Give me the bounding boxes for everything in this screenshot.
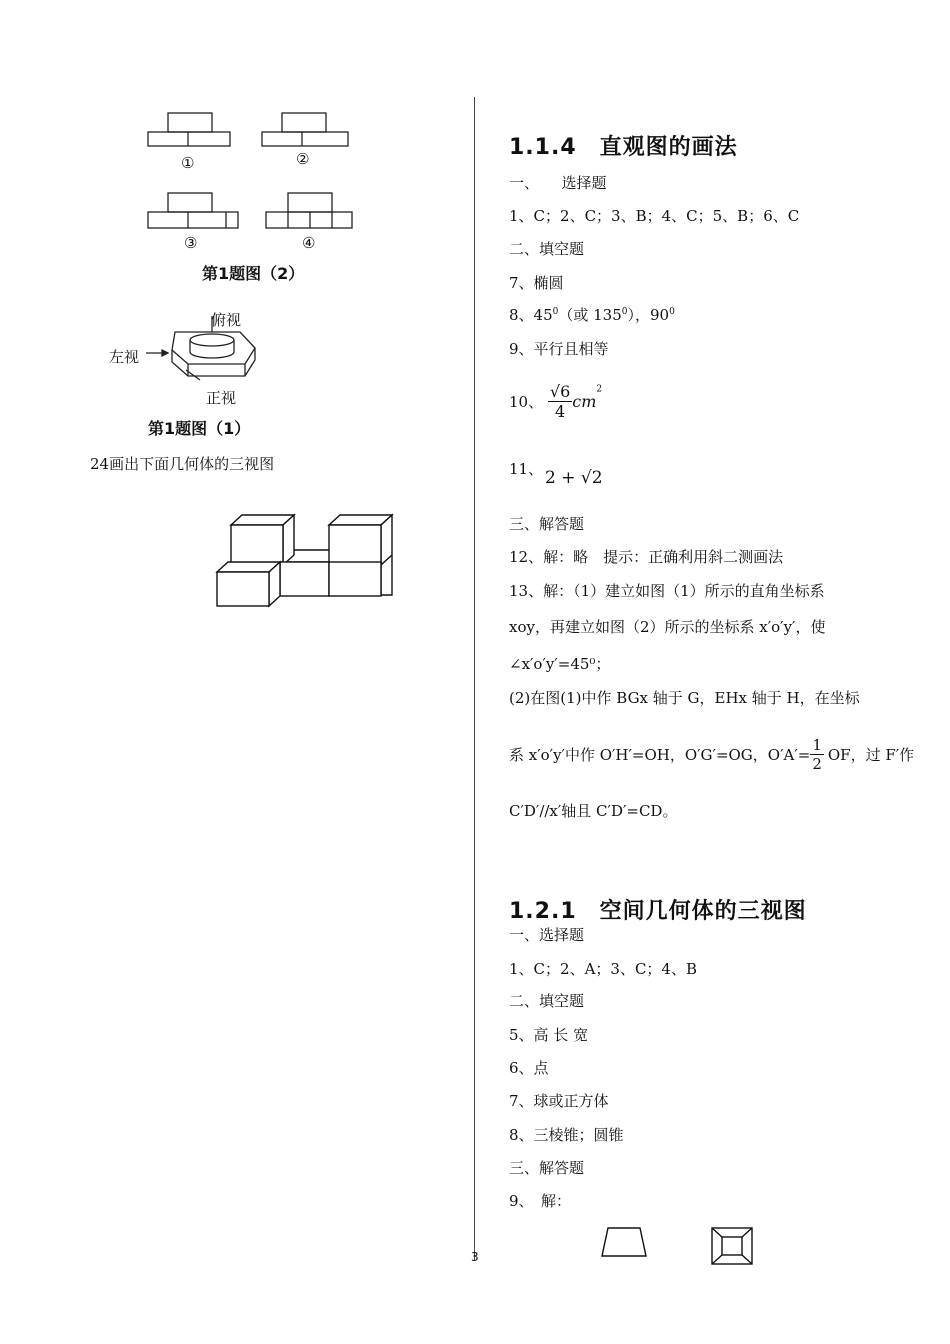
- block-solid-figure: [210, 510, 400, 615]
- s1-line-15a: 系 x′o′y′中作 O′H′=OH，O′G′=OG，O′A′=: [509, 746, 811, 764]
- fig2-label-1: ①: [181, 154, 195, 172]
- s1-line-15: [509, 736, 914, 773]
- fig1-label-front: 正视: [206, 389, 237, 407]
- fraction-sqrt6-over-4: [548, 382, 572, 421]
- fig1-caption: 第1题图（1）: [148, 419, 251, 438]
- fig2-shape-1: [148, 113, 230, 146]
- answer-frustum-topview-figure: [709, 1226, 757, 1268]
- s1-line-8: [509, 458, 543, 479]
- degree-sup-2: 0: [621, 307, 628, 317]
- fig2-caption: 第1题图（2）: [202, 264, 305, 283]
- degree-sup-1: 0: [552, 307, 559, 317]
- half-numerator: 1: [812, 736, 822, 754]
- s1-line-4: 7、椭圆: [509, 274, 564, 292]
- fraction-one-half: [810, 736, 824, 773]
- unit-cm: cm: [572, 392, 597, 411]
- s1-line-5b: （或 135: [558, 306, 622, 324]
- s1-line-11: 13、解：（1）建立如图（1）所示的直角坐标系: [509, 582, 825, 600]
- fig2-label-2: ②: [296, 150, 310, 168]
- degree-sup-3: 0: [669, 307, 675, 317]
- column-divider: [474, 97, 475, 1260]
- s1-line-7-label: 10、: [509, 393, 544, 411]
- fig2-shape-4: [266, 193, 352, 228]
- page-number: 3: [471, 1250, 479, 1264]
- fig2-label-3: ③: [184, 234, 198, 252]
- fig1-label-left: 左视: [109, 348, 140, 366]
- answer-trapezoid-figure: [598, 1224, 650, 1260]
- s1-line-6: 9、平行且相等: [509, 340, 609, 358]
- s1-line-3: 二、填空题: [509, 240, 585, 258]
- s1-line-10: 12、解：略 提示：正确利用斜二测画法: [509, 548, 784, 566]
- s1-line-16: C′D′//x′轴且 C′D′=CD。: [509, 802, 678, 820]
- s2-line-1: 一、选择题: [509, 926, 585, 944]
- s2-line-9: 9、 解：: [509, 1192, 572, 1210]
- s2-line-4: 5、高 长 宽: [509, 1026, 589, 1044]
- s1-line-5a: 8、45: [509, 306, 553, 324]
- s1-line-12: xoy，再建立如图（2）所示的坐标系 x′o′y′，使: [509, 618, 826, 636]
- unit-sup: 2: [596, 384, 603, 395]
- expr-2-plus-sqrt2: 2 + √2: [545, 468, 603, 488]
- s2-line-5: 6、点: [509, 1059, 549, 1077]
- section-title-1-2-1: 1.2.1 空间几何体的三视图: [509, 899, 807, 924]
- s2-line-3: 二、填空题: [509, 992, 585, 1010]
- fig2-label-4: ④: [302, 234, 316, 252]
- half-denominator: 2: [812, 755, 822, 773]
- s2-line-2: 1、C；2、A；3、C；4、B: [509, 960, 697, 978]
- section-title-1-1-4: 1.1.4 直观图的画法: [509, 135, 738, 160]
- fig1-label-top: 俯视: [211, 311, 242, 329]
- s1-line-9: 三、解答题: [509, 515, 585, 533]
- fraction-denominator: 4: [554, 402, 566, 421]
- question-24: 24画出下面几何体的三视图: [90, 455, 275, 473]
- s2-line-8: 三、解答题: [509, 1159, 585, 1177]
- s1-line-7: [509, 382, 602, 421]
- s2-line-7: 8、三棱锥；圆锥: [509, 1126, 624, 1144]
- s1-line-5c: ），90: [627, 306, 670, 324]
- s1-line-14: (2)在图(1)中作 BGx 轴于 G，EHx 轴于 H，在坐标: [509, 689, 860, 707]
- fig2-shape-2: [262, 113, 348, 146]
- fig2-shapes: [140, 105, 370, 240]
- s1-line-5: [509, 304, 675, 325]
- fig2-shape-3: [148, 193, 238, 228]
- s1-line-8-label: 11、: [509, 460, 544, 478]
- s1-line-15b: OF，过 F′作: [827, 746, 915, 764]
- fraction-numerator: √6: [549, 382, 571, 401]
- s1-line-13: ∠x′o′y′=45⁰；: [509, 655, 611, 673]
- s1-line-2: 1、C；2、C；3、B；4、C；5、B；6、C: [509, 207, 800, 225]
- s1-line-1: 一、 选择题: [509, 174, 607, 192]
- s2-line-6: 7、球或正方体: [509, 1092, 609, 1110]
